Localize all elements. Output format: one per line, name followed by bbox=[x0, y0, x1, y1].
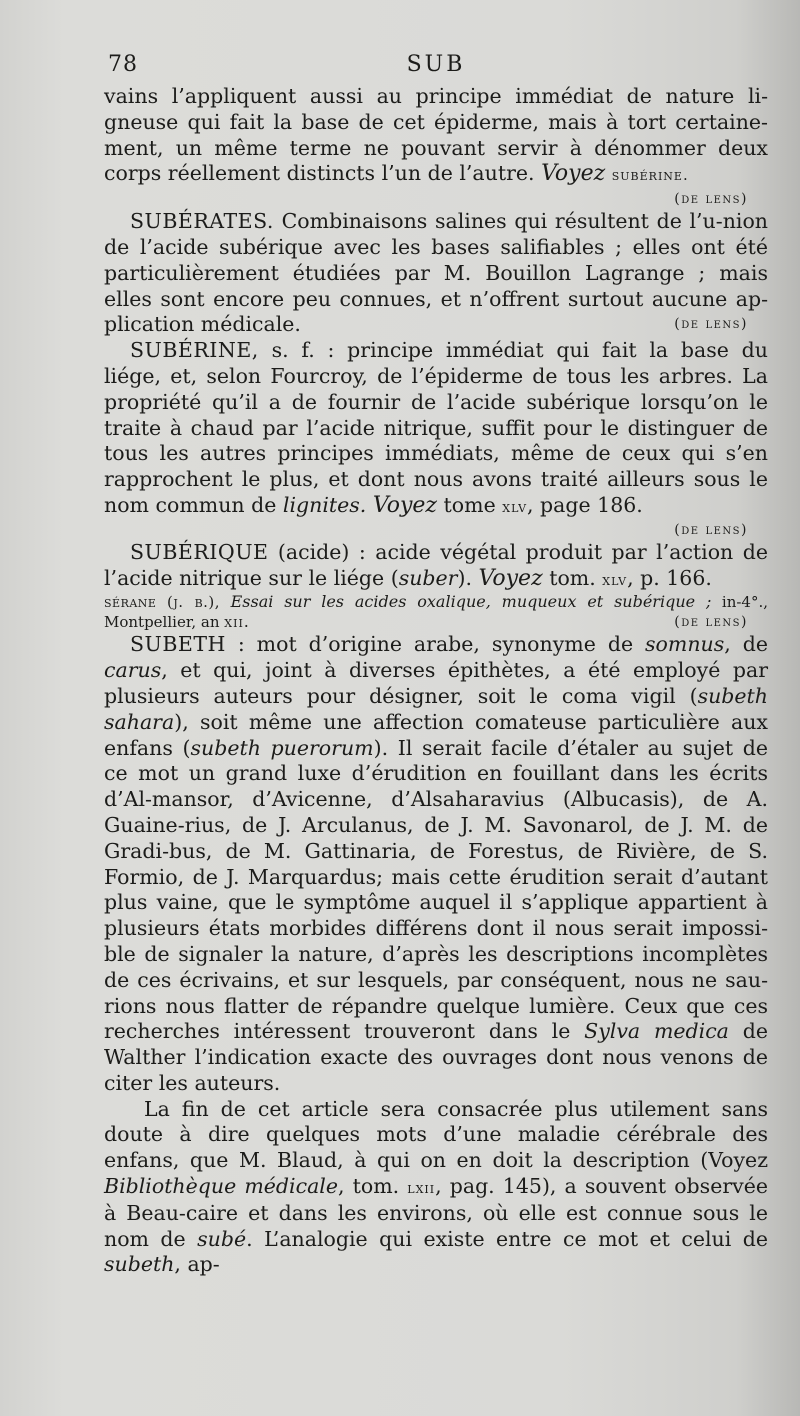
bibliography-entry bbox=[104, 592, 768, 632]
italic-title: Bibliothèque médicale bbox=[104, 1174, 338, 1199]
entry-suberique bbox=[104, 540, 768, 593]
headword: SUBÉRATES. bbox=[130, 209, 274, 234]
entry-text: , tom. bbox=[337, 1174, 400, 1199]
volume-number: xlv bbox=[602, 569, 628, 589]
italic-term: lignites. bbox=[282, 492, 367, 517]
entry-text: (acide) : acide végétal produit par l’action de l’acide nitrique sur le liége ( bbox=[104, 539, 768, 590]
entry-text: , et qui, joint à diverses épithètes, a été employé par plusieurs auteurs pour désigner, soit le coma vigil ( bbox=[104, 658, 768, 708]
italic-term: subeth bbox=[104, 1252, 175, 1277]
entry-text: tome bbox=[443, 492, 496, 517]
italic-term: subeth puerorum bbox=[190, 735, 374, 760]
voyez-label: Voyez bbox=[372, 492, 438, 518]
entry-text: tom. bbox=[549, 565, 596, 590]
paragraph-subeth-continued bbox=[104, 1097, 768, 1279]
entry-text: , de bbox=[724, 632, 768, 657]
entry-text: , pag. 145), a souvent observée à Beau-caire et dans les environs, où elle est connue sous le nom de bbox=[104, 1174, 768, 1251]
biblio-initials: (j. b.), bbox=[167, 593, 221, 612]
body-text bbox=[104, 84, 768, 1278]
entry-text: s. f. : principe immédiat qui fait la base du liége, et, selon Fourcroy, de l’épiderme de tous les arbres. La propriété qu’il a de fournir de l’acide subérique lorsqu’on le traite à chaud par l’acide nitrique, suffit pour le distinguer de tous les autres principes immédiats, même de ceux qui s’en rapprochent le plus, et dont nous avons traité ailleurs sous le nom commun de bbox=[104, 338, 768, 517]
biblio-details: in-4°., Montpellier, an bbox=[104, 593, 768, 632]
volume-number: lxii bbox=[407, 1178, 436, 1198]
entry-text: : mot d’origine arabe, synonyme de bbox=[237, 632, 634, 657]
voyez-label: Voyez bbox=[541, 161, 606, 187]
entry-text: de Walther l’indication exacte des ouvrages dont nous venons de citer les auteurs. bbox=[104, 1019, 768, 1095]
entry-suberates bbox=[104, 209, 768, 338]
entry-text: La fin de cet article sera consacrée plus utilement sans doute à dire quelques mots d’une maladie cérébrale des enfans, que M. Blaud, à qui on en doit la description (Voyez bbox=[104, 1096, 768, 1173]
entry-text: , page 186. bbox=[527, 492, 643, 517]
italic-term: somnus bbox=[645, 632, 725, 657]
headword: SUBÉRIQUE bbox=[130, 539, 269, 564]
page-number: 78 bbox=[108, 52, 138, 77]
entry-text: ), soit même une affection comateuse particulière aux enfans ( bbox=[104, 709, 768, 760]
entry-text: Combinaisons salines qui résultent de l’u-nion de l’acide subérique avec les bases salifiables ; elles ont été particulièrement étudiées par M. Bouillon Lagrange ; mais elles sont encore peu connues, et n’offrent surtout aucune ap-plication médicale. bbox=[104, 209, 768, 337]
italic-term: subeth sahara bbox=[104, 683, 768, 734]
voyez-label: Voyez bbox=[478, 565, 543, 591]
entry-suberine-tail bbox=[104, 84, 768, 189]
biblio-author: sérane bbox=[104, 593, 157, 612]
author-signature: (de lens) bbox=[674, 521, 748, 538]
author-signature: (de lens) bbox=[674, 191, 748, 208]
volume-number: xlv bbox=[502, 496, 528, 516]
cross-reference: subérine. bbox=[611, 166, 689, 185]
entry-text: , p. 166. bbox=[627, 565, 712, 590]
entry-subeth bbox=[104, 632, 768, 1096]
italic-term: suber bbox=[398, 565, 458, 590]
entry-suberine bbox=[104, 338, 768, 520]
headword: SUBETH bbox=[130, 632, 226, 657]
running-head bbox=[104, 52, 768, 84]
biblio-title: Essai sur les acides oxalique, muqueux et subérique ; bbox=[230, 592, 712, 612]
author-signature: (de lens) bbox=[674, 316, 748, 333]
italic-title: Sylva medica bbox=[584, 1019, 729, 1044]
italic-term: carus bbox=[104, 658, 162, 683]
headword: SUBÉRINE, bbox=[130, 338, 259, 363]
author-signature: (de lens) bbox=[674, 614, 748, 631]
entry-text: . L’analogie qui existe entre ce mot et celui de bbox=[246, 1226, 768, 1251]
entry-text: ). bbox=[457, 565, 472, 590]
running-title: SUB bbox=[406, 52, 466, 77]
biblio-year: xii. bbox=[224, 612, 250, 632]
italic-term: subé bbox=[197, 1226, 247, 1251]
entry-text: , ap- bbox=[174, 1252, 220, 1277]
entry-text: vains l’appliquent aussi au principe immédiat de nature li-gneuse qui fait la base de cet épiderme, mais à tort certaine-ment, un même terme ne pouvant servir à dénommer deux corps réellement distincts l’un de l’autre. bbox=[104, 84, 768, 186]
entry-text: ). Il serait facile d’étaler au sujet de ce mot un grand luxe d’érudition en fouillant dans les écrits d’Al-mansor, d’Avicenne, d’Alsaharavius (Albucasis), de A. Guaine-rius, de J. Arculanus, de J. M. Savonarol, de J. M. de Gradi-bus, de M. Gattinaria, de Forestus, de Rivière, de S. Formio, de J. Marquardus; mais cette érudition serait d’autant plus vaine, que le symptôme auquel il s’applique appartient à plusieurs états morbides différens dont il nous serait impossi-ble de signaler la nature, d’après les descriptions incomplètes de ces écrivains, et sur lesquels, par conséquent, nous ne sau-rions nous flatter de répandre quelque lumière. Ceux que ces recherches intéressent trouveront dans le bbox=[104, 735, 768, 1044]
